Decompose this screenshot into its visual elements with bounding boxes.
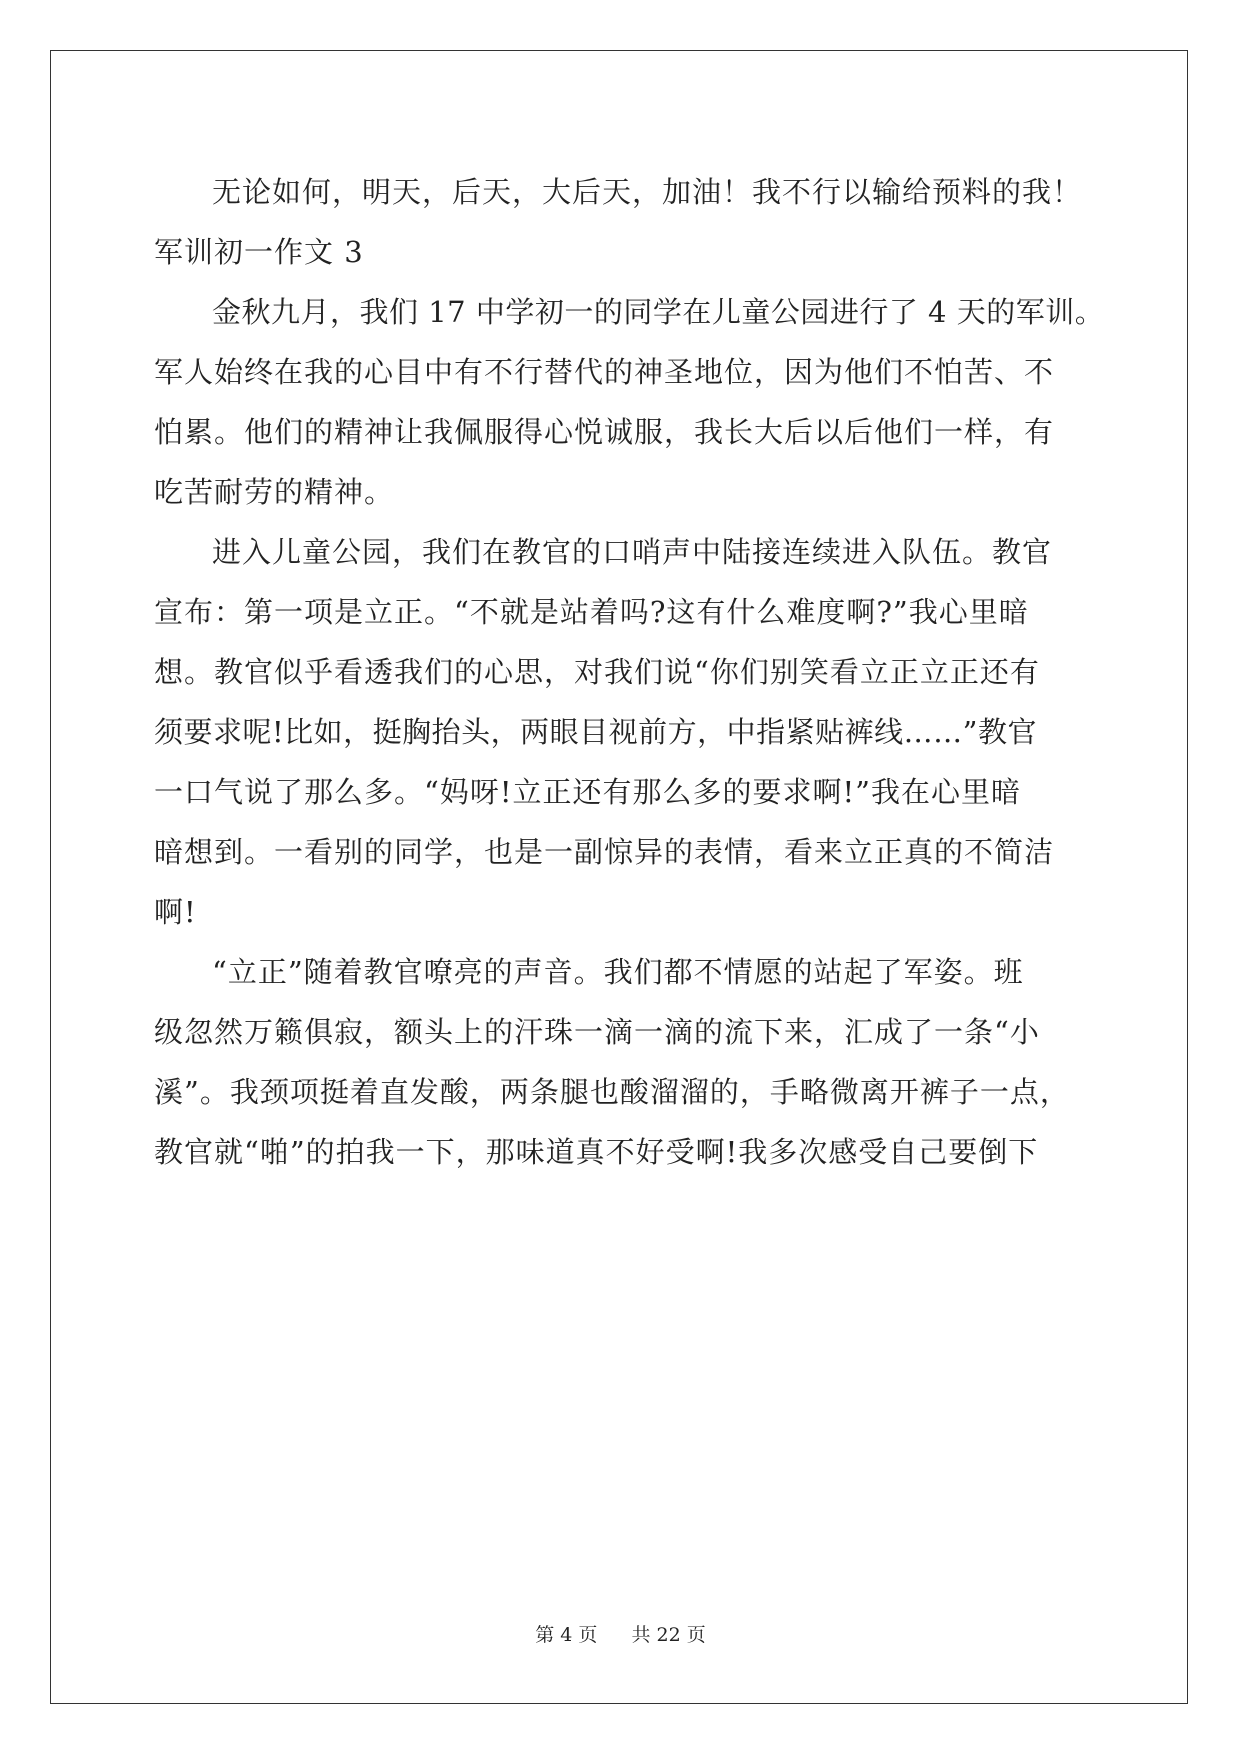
paragraph-line: 须要求呢!比如，挺胸抬头，两眼目视前方，中指紧贴裤线……”教官	[154, 715, 1037, 749]
paragraph-line: 怕累。他们的精神让我佩服得心悦诚服，我长大后以后他们一样，有	[154, 415, 1055, 449]
page-number: 第 4 页	[535, 1624, 598, 1646]
paragraph-line: 军人始终在我的心目中有不行替代的神圣地位，因为他们不怕苦、不	[154, 355, 1055, 389]
paragraph-line: 无论如何，明天，后天，大后天，加油！我不行以输给预料的我！	[212, 175, 1083, 209]
paragraph-line: 进入儿童公园，我们在教官的口哨声中陆接连续进入队伍。教官	[212, 535, 1053, 569]
paragraph-line: 啊!	[154, 895, 197, 929]
document-body	[154, 162, 1105, 1182]
page-footer	[0, 1620, 1241, 1647]
paragraph-line: 吃苦耐劳的精神。	[154, 475, 395, 509]
paragraph-line: 想。教官似乎看透我们的心思，对我们说“你们别笑看立正立正还有	[154, 655, 1040, 689]
page-total: 共 22 页	[631, 1624, 706, 1646]
paragraph-line: 教官就“啪”的拍我一下，那味道真不好受啊!我多次感受自己要倒下	[154, 1135, 1039, 1169]
section-heading: 军训初一作文 3	[154, 235, 364, 269]
paragraph-line: 级忽然万籁俱寂，额头上的汗珠一滴一滴的流下来，汇成了一条“小	[154, 1015, 1040, 1049]
paragraph-line: 一口气说了那么多。“妈呀!立正还有那么多的要求啊!”我在心里暗	[154, 775, 1021, 809]
paragraph-line: 宣布：第一项是立正。“不就是站着吗?这有什么难度啊?”我心里暗	[154, 595, 1029, 629]
paragraph-line: “立正”随着教官嘹亮的声音。我们都不情愿的站起了军姿。班	[212, 955, 1024, 989]
paragraph-line: 溪”。我颈项挺着直发酸，两条腿也酸溜溜的，手略微离开裤子一点，	[154, 1075, 1070, 1109]
paragraph-line: 金秋九月，我们 17 中学初一的同学在儿童公园进行了 4 天的军训。	[212, 295, 1105, 329]
paragraph-line: 暗想到。一看别的同学，也是一副惊异的表情，看来立正真的不简洁	[154, 835, 1055, 869]
